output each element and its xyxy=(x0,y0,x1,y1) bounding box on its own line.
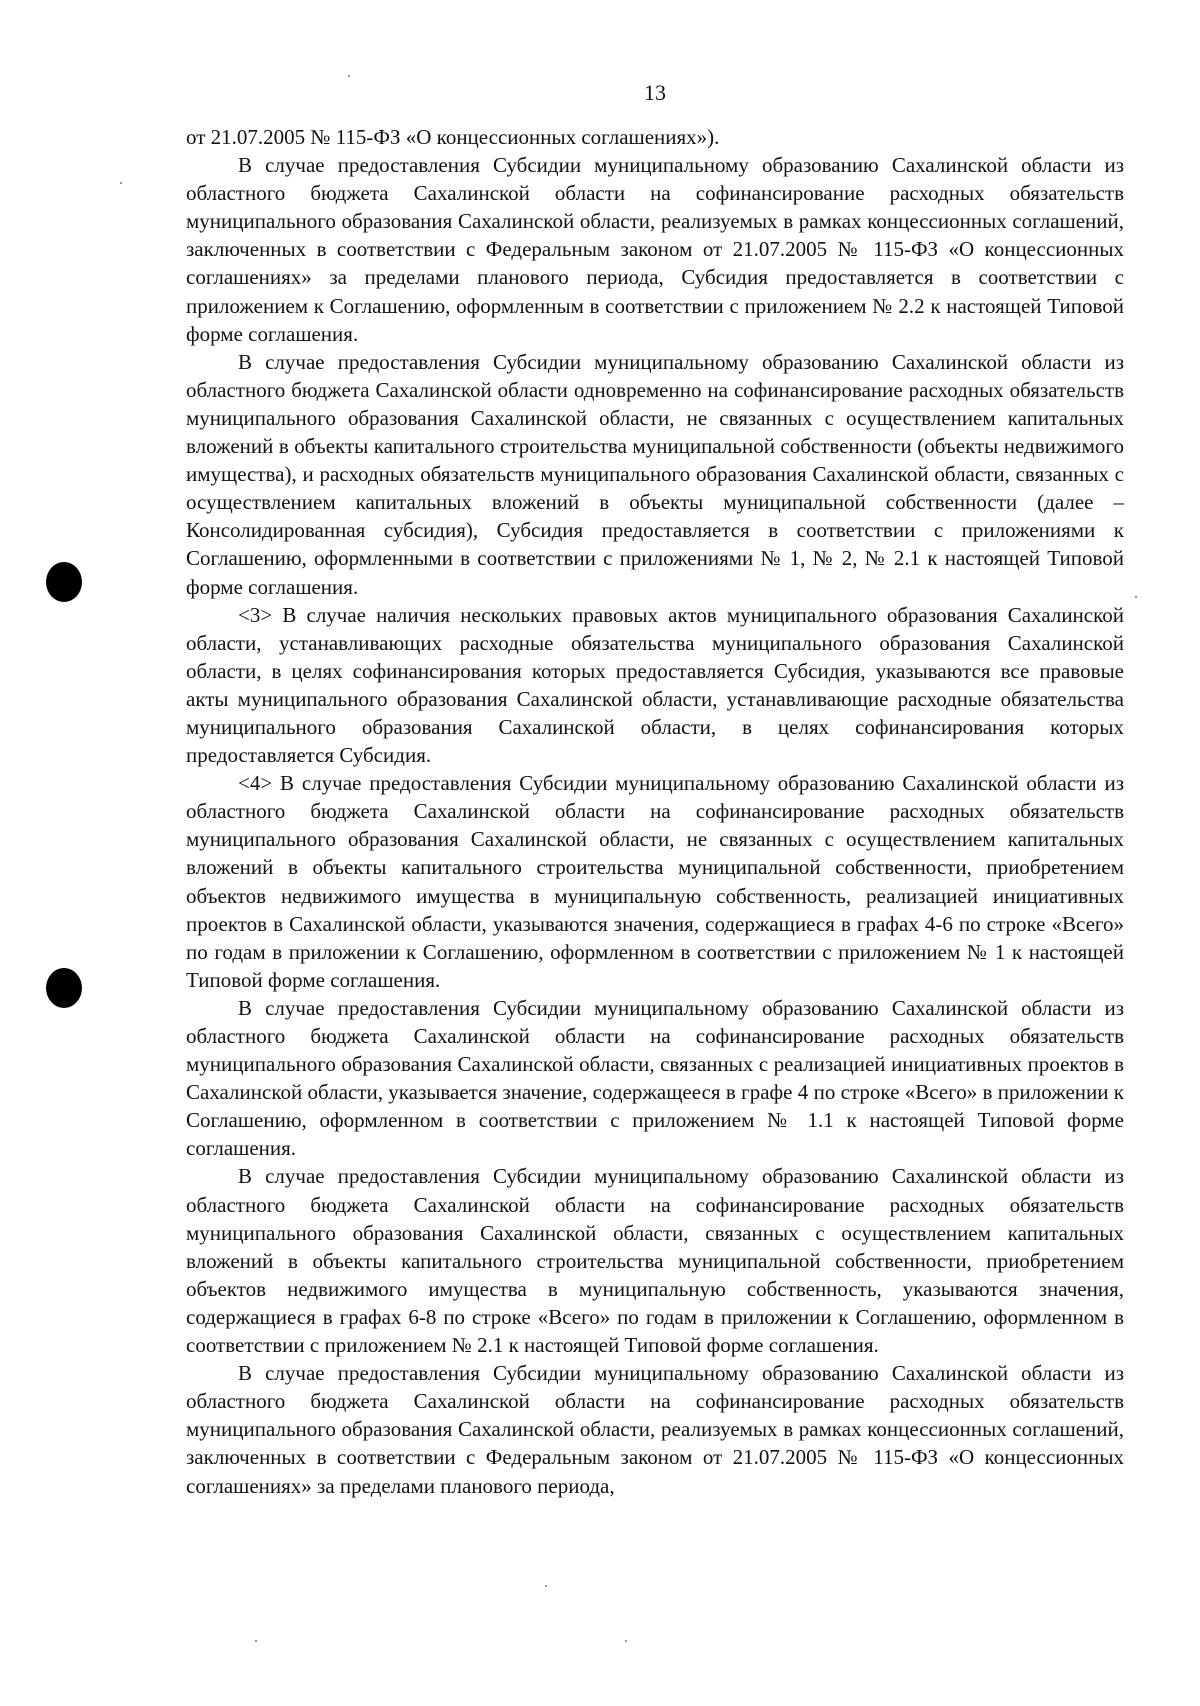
paragraph: В случае предоставления Субсидии муниципальному образованию Сахалинской области из областного бюджета Сахалинской области на софинансирование расходных обязательств муниципального образования Сахалинской области, связанных с осуществлением капитальных вложений в объекты капитального строительства муниципальной собственности, приобретением объектов недвижимого имущества в муниципальную собственность, указываются значения, содержащиеся в графах 6-8 по строке «Всего» по годам в приложении к Соглашению, оформленном в соответствии с приложением № 2.1 к настоящей Типовой форме соглашения. xyxy=(186,1164,1124,1358)
punch-hole-mark xyxy=(46,562,82,602)
scan-speck xyxy=(545,1585,547,1587)
paragraph: В случае предоставления Субсидии муниципальному образованию Сахалинской области из областного бюджета Сахалинской области одновременно на софинансирование расходных обязательств муниципального образования Сахалинской области, не связанных с осуществлением капитальных вложений в объекты капитального строительства муниципальной собственности (объекты недвижимого имущества), и расходных обязательств муниципального образования Сахалинской области, связанных с осуществлением капитальных вложений в объекты муниципальной собственности (далее – Консолидированная субсидия), Субсидия предоставляется в соответствии с приложениями к Соглашению, оформленными в соответствии с приложениями № 1, № 2, № 2.1 к настоящей Типовой форме соглашения. xyxy=(186,349,1124,599)
paragraph: от 21.07.2005 № 115-ФЗ «О концессионных соглашениях»). xyxy=(186,125,720,149)
scan-speck xyxy=(120,182,122,184)
scan-speck xyxy=(348,75,350,77)
paragraph: В случае предоставления Субсидии муниципальному образованию Сахалинской области из областного бюджета Сахалинской области на софинансирование расходных обязательств муниципального образования Сахалинской области, связанных с реализацией инициативных проектов в Сахалинской области, указывается значение, содержащееся в графе 4 по строке «Всего» в приложении к Соглашению, оформленном в соответствии с приложением № 1.1 к настоящей Типовой форме соглашения. xyxy=(186,995,1124,1161)
scan-speck xyxy=(255,1640,257,1642)
paragraph: В случае предоставления Субсидии муниципальному образованию Сахалинской области из областного бюджета Сахалинской области на софинансирование расходных обязательств муниципального образования Сахалинской области, реализуемых в рамках концессионных соглашений, заключенных в соответствии с Федеральным законом от 21.07.2005 № 115-ФЗ «О концессионных соглашениях» за пределами планового периода, Субсидия предоставляется в соответствии с приложением к Соглашению, оформленным в соответствии с приложением № 2.2 к настоящей Типовой форме соглашения. xyxy=(186,153,1124,346)
scan-speck xyxy=(625,1640,627,1642)
page-number: 13 xyxy=(644,80,666,105)
footnote-4-paragraph: <4> В случае предоставления Субсидии муниципальному образованию Сахалинской области из областного бюджета Сахалинской области на софинансирование расходных обязательств муниципального образования Сахалинской области, не связанных с осуществлением капитальных вложений в объекты капитального строительства муниципальной собственности, приобретением объектов недвижимого имущества в муниципальную собственность, реализацией инициативных проектов в Сахалинской области, указываются значения, содержащиеся в графах 4-6 по строке «Всего» по годам в приложении к Соглашению, оформленном в соответствии с приложением № 1 к настоящей Типовой форме соглашения. xyxy=(186,771,1124,992)
punch-hole-mark xyxy=(46,968,82,1008)
body-text xyxy=(186,123,1124,1500)
footnote-3-paragraph: <3> В случае наличия нескольких правовых актов муниципального образования Сахалинской области, устанавливающих расходные обязательства муниципального образования Сахалинской области, в целях софинансирования которых предоставляется Субсидия, указываются все правовые акты муниципального образования Сахалинской области, устанавливающие расходные обязательства муниципального образования Сахалинской области, в целях софинансирования которых предоставляется Субсидия. xyxy=(186,602,1124,768)
scan-speck xyxy=(1135,596,1137,598)
paragraph: В случае предоставления Субсидии муниципальному образованию Сахалинской области из областного бюджета Сахалинской области на софинансирование расходных обязательств муниципального образования Сахалинской области, реализуемых в рамках концессионных соглашений, заключенных в соответствии с Федеральным законом от 21.07.2005 № 115-ФЗ «О концессионных соглашениях» за пределами планового периода, xyxy=(186,1361,1124,1498)
